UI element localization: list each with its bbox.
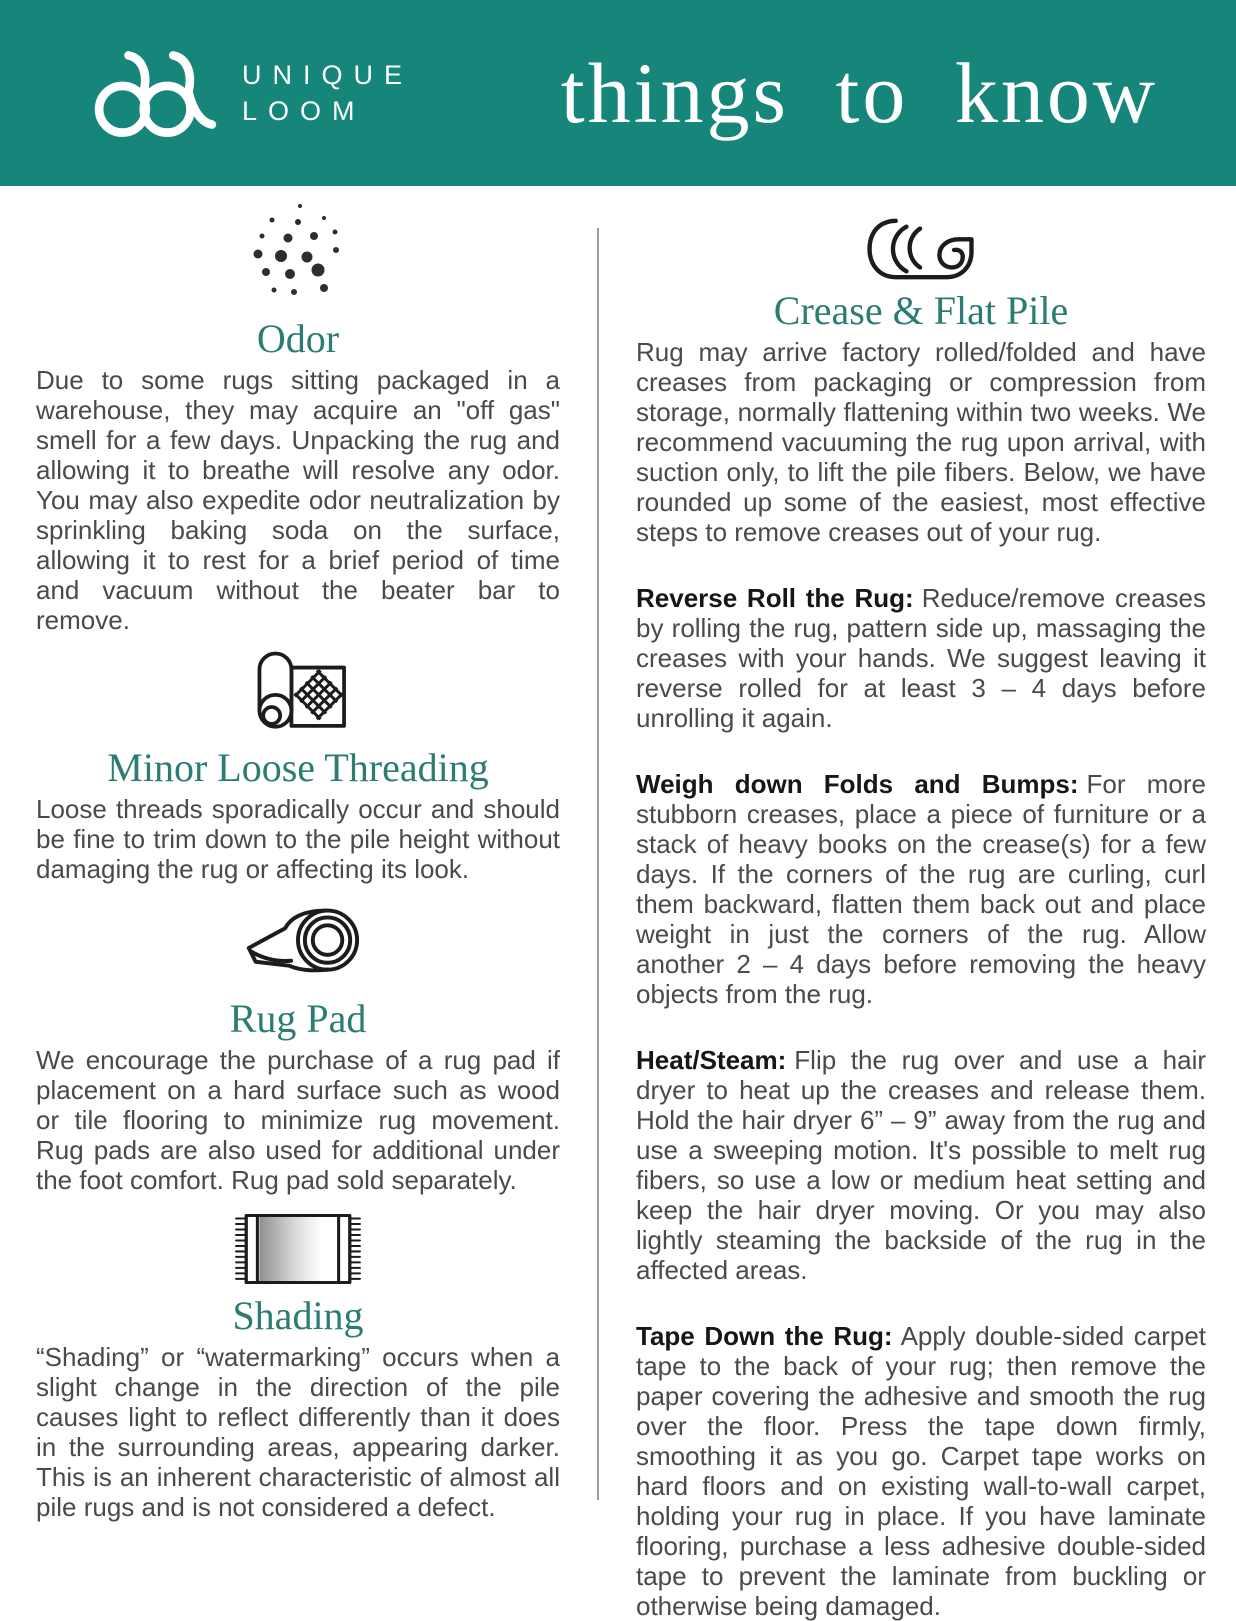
brand-name-line1: UNIQUE <box>242 60 414 90</box>
tip-weigh-down-label: Weigh down Folds and Bumps: <box>636 769 1079 799</box>
crease-heading: Crease & Flat Pile <box>773 288 1069 333</box>
tip-weigh-down <box>636 769 1206 1009</box>
tip-reverse-roll <box>636 583 1206 733</box>
odor-heading: Odor <box>256 316 340 361</box>
shading-heading: Shading <box>232 1293 364 1338</box>
brand-name-line2: LOOM <box>242 96 366 126</box>
tip-tape-down-text: Apply double-sided carpet tape to the back of your rug; then remove the paper covering the adhesive and smooth the rug over the floor. Press the tape down firmly, smoothing it as you go. Carpet tape works on hard floors and on existing wall-to-wall carpet, holding your rug in place. If you have laminate flooring, purchase a less adhesive double-sided tape to prevent the laminate from buckling or otherwise being damaged. <box>636 1321 1207 1621</box>
odor-dots-icon <box>246 200 350 310</box>
header-banner <box>0 0 1236 186</box>
odor-icon-wrap <box>36 200 560 315</box>
rug-pad-icon-wrap <box>36 900 560 995</box>
tip-tape-down <box>636 1321 1206 1621</box>
brand-lockup <box>92 45 413 141</box>
tip-heat-steam-label: Heat/Steam: <box>636 1045 787 1075</box>
shading-paragraph: “Shading” or “watermarking” occurs when a slight change in the direction of the pile causes light to reflect differently than it does in the surrounding areas, appearing darker. This is an inherent characteristic of almost all pile rugs and is not considered a defect. <box>36 1342 560 1522</box>
content-area <box>0 186 1236 1621</box>
odor-paragraph: Due to some rugs sitting packaged in a warehouse, they may acquire an "off gas" smell for a few days. Unpacking the rug and allowing it to breathe will resolve any odor. You may also expedite odor neutralization by sprinkling baking soda on the surface, allowing it to rest for a brief period of time and vacuum without the beater bar to remove. <box>36 365 560 635</box>
tip-weigh-down-text: For more stubborn creases, place a piece of furniture or a stack of heavy books on the crease(s) for a few days. If the corners of the rug are curling, curl them backward, flatten them back out and place weight in just the corners of the rug. Allow another 2 – 4 days before removing the heavy objects from the rug. <box>636 769 1206 1009</box>
tip-heat-steam-text: Flip the rug over and use a hair dryer to heat up the creases and release them. Hold the hair dryer 6” – 9” away from the rug and use a sweeping motion. It's possible to melt rug fibers, so use a low or medium heat setting and keep the hair dryer moving. Or you may also lightly steaming the backside of the rug in the affected areas. <box>636 1045 1206 1285</box>
threading-paragraph: Loose threads sporadically occur and should be fine to trim down to the pile height without damaging the rug or affecting its look. <box>36 794 560 884</box>
threading-heading: Minor Loose Threading <box>107 745 489 790</box>
rolled-rug-crosshatch-icon <box>246 645 350 739</box>
tip-heat-steam <box>636 1045 1206 1285</box>
unique-loom-logo-icon <box>92 45 220 141</box>
rug-pad-heading: Rug Pad <box>229 996 367 1041</box>
left-column <box>0 186 598 1621</box>
page-title: things to know <box>560 45 1158 141</box>
brand-name <box>242 57 413 129</box>
shaded-rug-icon <box>232 1211 364 1287</box>
rug-pad-paragraph: We encourage the purchase of a rug pad if placement on a hard surface such as wood or tile flooring to minimize rug movement. Rug pads are also used for additional under the foot comfort. Rug pad sold separately. <box>36 1045 560 1195</box>
tip-tape-down-label: Tape Down the Rug: <box>636 1321 893 1351</box>
threading-icon-wrap <box>36 645 560 744</box>
rolled-rug-side-icon <box>862 216 980 282</box>
right-column <box>598 186 1236 1621</box>
crease-icon-wrap <box>636 216 1206 287</box>
tip-reverse-roll-text: Reduce/remove creases by rolling the rug, pattern side up, massaging the creases with your hands. We suggest leaving it reverse rolled for at least 3 – 4 days before unrolling it again. <box>636 583 1206 733</box>
tip-reverse-roll-label: Reverse Roll the Rug: <box>636 583 914 613</box>
shading-icon-wrap <box>36 1211 560 1292</box>
rug-pad-roll-icon <box>234 900 362 990</box>
column-divider <box>597 228 599 1500</box>
crease-intro-paragraph: Rug may arrive factory rolled/folded and have creases from packaging or compression from storage, normally flattening within two weeks. We recommend vacuuming the rug upon arrival, with suction only, to lift the pile fibers. Below, we have rounded up some of the easiest, most effective steps to remove creases out of your rug. <box>636 337 1206 547</box>
